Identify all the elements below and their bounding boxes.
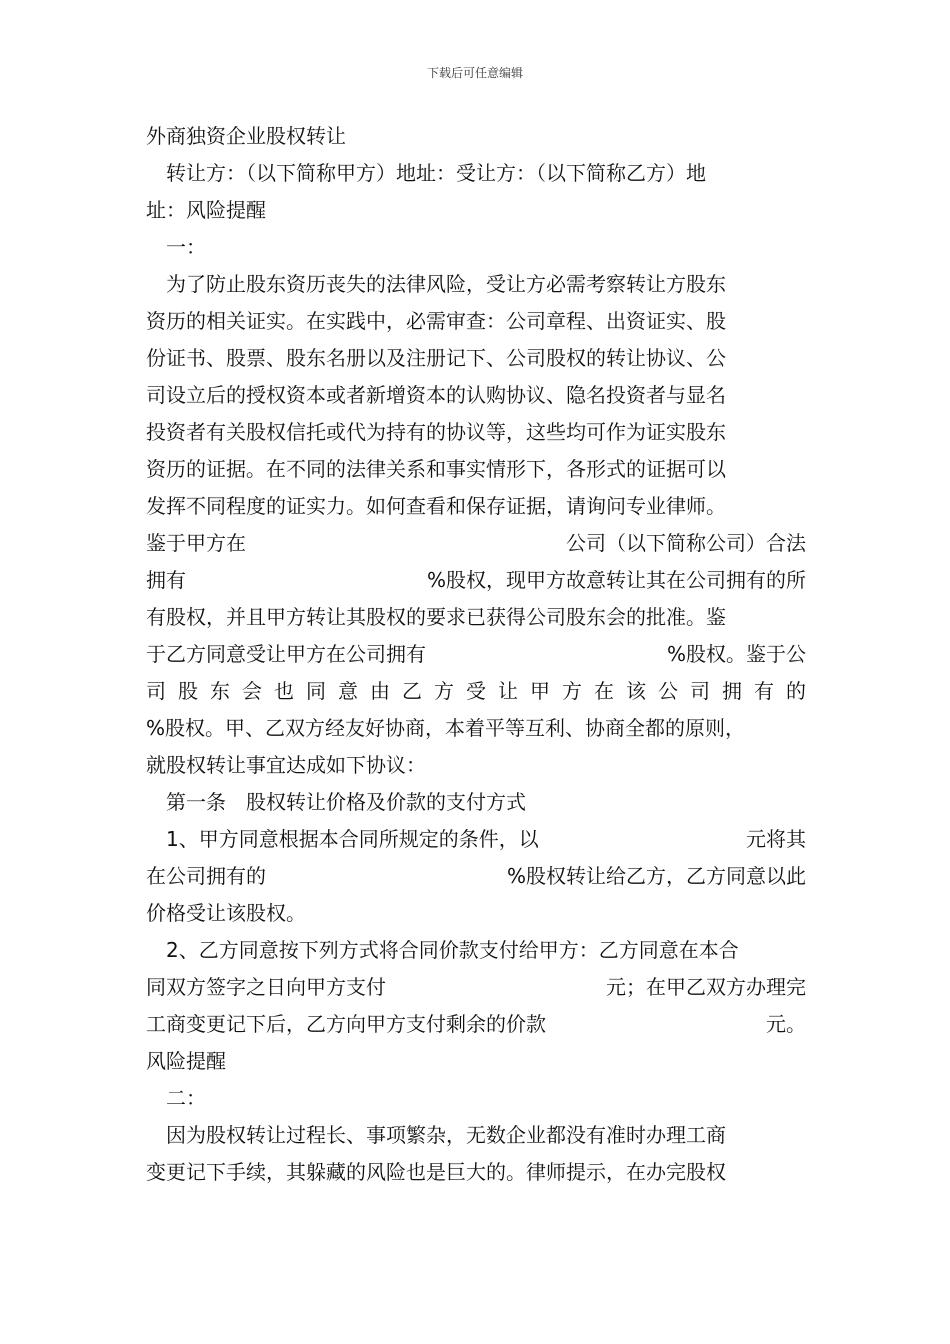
text-line: 司设立后的授权资本或者新增资本的认购协议、隐名投资者与显名 (146, 383, 726, 407)
text-segment: 鉴于甲方在 (146, 531, 246, 555)
text-segment: %股权。鉴于公 (666, 642, 806, 666)
text-segment: 同双方签字之日向甲方支付 (146, 975, 386, 999)
text-line (146, 562, 806, 599)
text-line: 因为股权转让过程长、事项繁杂，无数企业都没有准时办理工商 (166, 1123, 726, 1147)
text-line (146, 821, 806, 858)
text-segment: 元；在甲乙双方办理完 (606, 975, 806, 999)
text-line: 司股东会也同意由乙方受让甲方在该公司拥有的 (146, 679, 806, 703)
text-line: 发挥不同程度的证实力。如何查看和保存证据，请询问专业律师。 (146, 494, 726, 518)
text-segment: 元将其 (746, 827, 806, 851)
text-line: 资历的相关证实。在实践中，必需审查：公司章程、出资证实、股 (146, 309, 726, 333)
text-line: %股权。甲、乙双方经友好协商，本着平等互利、协商全都的原则， (146, 716, 746, 740)
text-segment: 公司（以下简称公司）合法 (566, 531, 806, 555)
text-line: 资历的证据。在不同的法律关系和事实情形下，各形式的证据可以 (146, 457, 726, 481)
text-line: 有股权，并且甲方转让其股权的要求已获得公司股东会的批准。鉴 (146, 605, 726, 629)
text-segment: 拥有 (146, 568, 186, 592)
text-line: 转让方：（以下简称甲方）地址：受让方：（以下简称乙方）地 (166, 161, 706, 185)
text-line: 为了防止股东资历丧失的法律风险，受让方必需考察转让方股东 (166, 272, 726, 296)
text-line: 就股权转让事宜达成如下协议： (146, 753, 426, 777)
text-segment: %股权转让给乙方，乙方同意以此 (506, 864, 806, 888)
section-number: 二： (166, 1086, 206, 1110)
page-header: 下载后可任意编辑 (426, 66, 523, 80)
document-title: 外商独资企业股权转让 (146, 124, 346, 148)
text-line (146, 525, 806, 562)
text-line (146, 969, 806, 1006)
text-line (146, 636, 806, 673)
text-line (146, 1006, 806, 1043)
text-line (146, 858, 806, 895)
text-line: 址：风险提醒 (146, 198, 266, 222)
text-segment: 于乙方同意受让甲方在公司拥有 (146, 642, 426, 666)
text-segment: %股权，现甲方故意转让其在公司拥有的所 (426, 568, 806, 592)
text-segment: 在公司拥有的 (146, 864, 266, 888)
text-segment: 元。 (766, 1012, 806, 1036)
document-body (146, 118, 806, 1191)
text-line: 2、乙方同意按下列方式将合同价款支付给甲方：乙方同意在本合 (166, 938, 739, 962)
text-line: 变更记下手续，其躲藏的风险也是巨大的。律师提示，在办完股权 (146, 1160, 726, 1184)
text-line: 投资者有关股权信托或代为持有的协议等，这些均可作为证实股东 (146, 420, 726, 444)
text-line: 风险提醒 (146, 1049, 226, 1073)
text-segment: 1、甲方同意根据本合同所规定的条件，以 (166, 827, 539, 851)
article-heading: 第一条 股权转让价格及价款的支付方式 (166, 790, 526, 814)
text-segment: 工商变更记下后，乙方向甲方支付剩余的价款 (146, 1012, 546, 1036)
text-line: 价格受让该股权。 (146, 901, 306, 925)
text-line: 份证书、股票、股东名册以及注册记下、公司股权的转让协议、公 (146, 346, 726, 370)
section-number: 一： (166, 235, 206, 259)
